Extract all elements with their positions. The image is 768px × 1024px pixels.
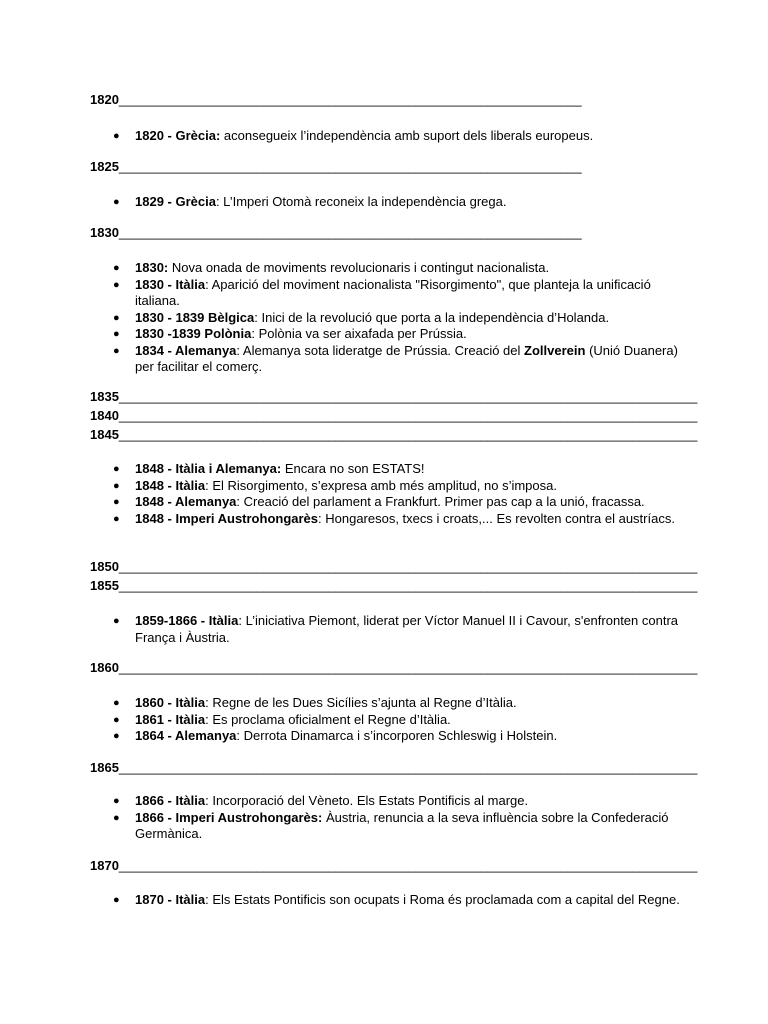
- bullet-icon: ●: [113, 463, 120, 475]
- event-list-1870: [90, 892, 680, 909]
- bullet-icon: ●: [113, 713, 120, 726]
- event-text: : Inici de la revolució que porta a la independència d’Holanda.: [254, 309, 610, 325]
- year-heading-1845: [90, 427, 697, 445]
- event-text: : Creació del parlament a Frankfurt. Primer pas cap a la unió, fracassa.: [236, 494, 645, 509]
- fill-in-line: ________________________________________________________________________________: [118, 389, 698, 404]
- event-label: 1860 - Itàlia: [135, 695, 206, 710]
- event-item: [90, 277, 680, 310]
- event-label: 1866 - Imperi Austrohongarès:: [135, 809, 323, 825]
- event-label: 1848 - Itàlia: [135, 477, 206, 493]
- event-list-1865: [90, 793, 680, 843]
- event-text: : L’iniciativa Piemont, liderat per Víctor Manuel II i Cavour, s'enfronten contra França i Àustria.: [135, 613, 679, 645]
- event-text: : Incorporació del Vèneto. Els Estats Pontificis al marge.: [205, 793, 529, 808]
- event-item: [90, 260, 680, 277]
- year-heading-1820: [90, 92, 582, 110]
- bullet-icon: ●: [113, 328, 120, 340]
- event-text: : Aparició del moviment nacionalista "Risorgimento", que planteja la unificació italiana.: [135, 276, 651, 308]
- event-text: : El Risorgimento, s’expresa amb més amplitud, no s’imposa.: [205, 477, 557, 493]
- year-heading-1865: [90, 760, 697, 778]
- event-keyword: Zollverein: [524, 342, 586, 358]
- fill-in-line: ________________________________________________________________________________: [118, 427, 698, 442]
- event-text: aconsegueix l’independència amb suport dels liberals europeus.: [220, 128, 594, 143]
- year-heading-1850: [90, 559, 697, 577]
- year-label: 1840: [90, 408, 119, 423]
- bullet-icon: ●: [113, 496, 120, 508]
- event-text: Àustria, renuncia a la seva influència sobre la Confederació Germànica.: [135, 809, 669, 841]
- event-item: [90, 194, 680, 211]
- event-label: 1830 -1839 Polònia: [135, 326, 252, 341]
- bullet-icon: ●: [113, 697, 120, 709]
- event-item: [90, 712, 680, 729]
- fill-in-line: ________________________________________________________________________________: [118, 660, 698, 675]
- event-label: 1830 - Itàlia: [135, 276, 206, 292]
- bullet-icon: ●: [113, 615, 120, 627]
- event-text: Encara no son ESTATS!: [281, 461, 425, 476]
- event-item: [90, 478, 680, 495]
- event-label: 1864 - Alemanya: [135, 728, 237, 743]
- bullet-icon: ●: [113, 311, 120, 324]
- event-text: : Regne de les Dues Sicílies s’ajunta al Regne d’Itàlia.: [205, 695, 517, 710]
- event-label: 1829 - Grècia: [135, 194, 216, 209]
- year-label: 1830: [90, 225, 119, 240]
- bullet-icon: ●: [113, 894, 120, 906]
- event-label: 1859-1866 - Itàlia: [135, 613, 239, 628]
- event-item: [90, 695, 680, 712]
- event-item: [90, 511, 680, 528]
- event-text: : Es proclama oficialment el Regne d’Itàlia.: [205, 711, 451, 727]
- year-heading-1870: [90, 858, 697, 876]
- event-text: : Hongaresos, txecs i croats,... Es revolten contra el austríacs.: [318, 510, 675, 526]
- year-label: 1825: [90, 159, 119, 174]
- event-item: [90, 128, 680, 145]
- event-item: [90, 810, 680, 843]
- event-text: : Derrota Dinamarca i s’incorporen Schleswig i Holstein.: [236, 728, 558, 743]
- fill-in-line: ________________________________________________________________________________: [118, 760, 698, 775]
- fill-in-line: ________________________________________________________________________________: [118, 858, 698, 873]
- bullet-icon: ●: [113, 344, 120, 357]
- bullet-icon: ●: [113, 811, 120, 824]
- event-text: : Alemanya sota lideratge de Prússia. Creació del: [236, 342, 525, 358]
- bullet-icon: ●: [113, 795, 120, 807]
- event-label: 1870 - Itàlia: [135, 892, 206, 907]
- event-label: 1861 - Itàlia: [135, 711, 206, 727]
- event-text: : Polònia va ser aixafada per Prússia.: [251, 326, 467, 341]
- year-heading-1825: [90, 159, 582, 177]
- event-label: 1866 - Itàlia: [135, 793, 206, 808]
- fill-in-line: ________________________________________________________________: [118, 159, 582, 174]
- year-label: 1835: [90, 389, 119, 404]
- fill-in-line: ________________________________________________________________: [118, 225, 582, 240]
- event-label: 1848 - Alemanya: [135, 494, 237, 509]
- bullet-icon: ●: [113, 262, 120, 274]
- event-item: [90, 461, 680, 478]
- fill-in-line: ________________________________________________________________________________: [118, 578, 698, 593]
- year-label: 1855: [90, 578, 119, 593]
- year-label: 1850: [90, 559, 119, 574]
- event-list-1825: [90, 194, 680, 211]
- event-item: [90, 310, 680, 327]
- event-list-1855: [90, 613, 680, 646]
- year-label: 1860: [90, 660, 119, 675]
- bullet-icon: ●: [113, 479, 120, 492]
- event-list-1830: [90, 260, 680, 376]
- event-text: (Unió Duanera) per facilitar el comerç.: [135, 342, 678, 374]
- event-text: : L’Imperi Otomà reconeix la independència grega.: [215, 194, 507, 209]
- year-heading-1835: [90, 389, 697, 407]
- year-label: 1865: [90, 760, 119, 775]
- bullet-icon: ●: [113, 130, 120, 142]
- year-heading-1855: [90, 578, 697, 596]
- event-list-1860: [90, 695, 680, 745]
- event-label: 1834 - Alemanya: [135, 342, 237, 358]
- event-label: 1830 - 1839 Bèlgica: [135, 309, 255, 325]
- bullet-icon: ●: [113, 278, 120, 291]
- event-item: [90, 613, 680, 646]
- event-text: : Els Estats Pontificis son ocupats i Roma és proclamada com a capital del Regne.: [205, 892, 680, 907]
- bullet-icon: ●: [113, 730, 120, 742]
- year-heading-1840: [90, 408, 697, 426]
- event-item: [90, 343, 680, 376]
- event-label: 1830:: [135, 260, 169, 275]
- year-heading-1860: [90, 660, 697, 678]
- fill-in-line: ________________________________________________________________: [118, 92, 582, 107]
- event-item: [90, 793, 680, 810]
- event-list-1820: [90, 128, 680, 145]
- event-item: [90, 728, 680, 745]
- fill-in-line: ________________________________________________________________________________: [118, 408, 698, 423]
- year-label: 1870: [90, 858, 119, 873]
- year-label: 1820: [90, 92, 119, 107]
- year-label: 1845: [90, 427, 119, 442]
- event-label: 1848 - Itàlia i Alemanya:: [135, 461, 282, 476]
- event-text: Nova onada de moviments revolucionaris i contingut nacionalista.: [168, 260, 550, 275]
- bullet-icon: ●: [113, 196, 120, 208]
- bullet-icon: ●: [113, 512, 120, 525]
- fill-in-line: ________________________________________________________________________________: [118, 559, 698, 574]
- year-heading-1830: [90, 225, 582, 243]
- event-list-1845: [90, 461, 680, 527]
- event-label: 1848 - Imperi Austrohongarès: [135, 510, 319, 526]
- event-item: [90, 892, 680, 909]
- event-item: [90, 494, 680, 511]
- event-label: 1820 - Grècia:: [135, 128, 221, 143]
- event-item: [90, 326, 680, 343]
